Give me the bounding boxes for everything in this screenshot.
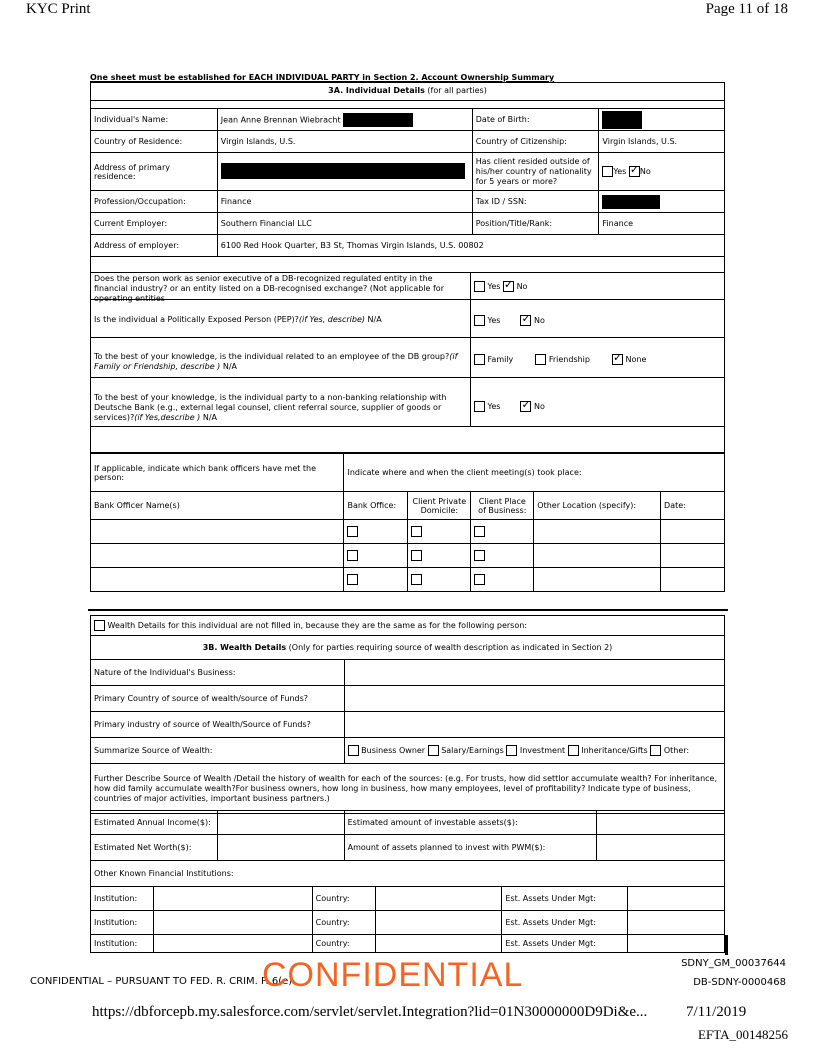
other-checkbox[interactable] — [650, 745, 661, 756]
aum-label: Est. Assets Under Mgt: — [502, 911, 628, 935]
summarize-label: Summarize Source of Wealth: — [91, 738, 345, 764]
col-other-location: Other Location (specify): — [534, 492, 661, 520]
institution-label: Institution: — [91, 887, 154, 911]
q-related-employee: To the best of your knowledge, is the individual related to an employee of the DB group?(if Family or Friendship, describe ) N/A — [94, 352, 458, 371]
individual-details-table — [90, 108, 725, 257]
aum-value[interactable] — [628, 887, 725, 911]
nature-label: Nature of the Individual's Business: — [91, 660, 345, 686]
institutions-table — [90, 886, 725, 953]
country-label: Country: — [312, 887, 375, 911]
resided-yes-checkbox[interactable] — [602, 166, 613, 177]
resided-question: Has client resided outside of his/her country of nationality for 5 years or more? — [472, 153, 599, 191]
residence-label: Country of Residence: — [91, 131, 218, 153]
income-label: Estimated Annual Income($): — [91, 811, 218, 835]
redaction — [343, 113, 413, 127]
address-label: Address of primary residence: — [91, 153, 218, 191]
networth-label: Estimated Net Worth($): — [91, 835, 218, 861]
industry-source-value[interactable] — [344, 712, 724, 738]
pep-no-checkbox[interactable] — [520, 315, 531, 326]
q-non-banking: To the best of your knowledge, is the individual party to a non-banking relationship with Deutsche Bank (e.g., external legal counsel, client referral source, supplier of goods or services)?(if Yes,describe ) N/A — [94, 393, 447, 422]
name-value: Jean Anne Brennan Wiebracht — [217, 109, 472, 131]
aum-label: Est. Assets Under Mgt: — [502, 935, 628, 953]
family-checkbox[interactable] — [474, 354, 485, 365]
planned-value[interactable] — [597, 835, 725, 861]
bates-number: SDNY_GM_00037644 — [681, 958, 786, 969]
print-date: 7/11/2019 — [686, 1004, 747, 1020]
position-label: Position/Title/Rank: — [472, 213, 599, 235]
dob-value — [599, 109, 725, 131]
country-value[interactable] — [375, 887, 502, 911]
name-label: Individual's Name: — [91, 109, 218, 131]
col-date: Date: — [661, 492, 725, 520]
friendship-checkbox[interactable] — [535, 354, 546, 365]
confidential-stamp: CONFIDENTIAL — [262, 956, 524, 994]
business-owner-checkbox[interactable] — [348, 745, 359, 756]
planned-label: Amount of assets planned to invest with PWM($): — [344, 835, 597, 861]
non-banking-yes-checkbox[interactable] — [474, 401, 485, 412]
pep-yes-checkbox[interactable] — [474, 315, 485, 326]
place-business-checkbox[interactable] — [474, 526, 485, 537]
institution-row — [91, 935, 725, 953]
country-value[interactable] — [375, 911, 502, 935]
institution-value[interactable] — [153, 887, 312, 911]
investable-value[interactable] — [597, 811, 725, 835]
employer-address-value: 6100 Red Hook Quarter, B3 St, Thomas Virgin Islands, U.S. 00802 — [217, 235, 724, 257]
institution-row — [91, 887, 725, 911]
page-number: Page 11 of 18 — [705, 1, 788, 17]
nature-value[interactable] — [344, 660, 724, 686]
citizenship-label: Country of Citizenship: — [472, 131, 599, 153]
aum-value[interactable] — [628, 935, 725, 953]
wealth-details-table — [90, 615, 725, 814]
bank-office-checkbox[interactable] — [347, 526, 358, 537]
employer-address-label: Address of employer: — [91, 235, 218, 257]
aum-value[interactable] — [628, 911, 725, 935]
senior-no-checkbox[interactable] — [503, 281, 514, 292]
intro-instruction: One sheet must be established for EACH INDIVIDUAL PARTY in Section 2. Account Ownership Summary — [90, 73, 555, 82]
profession-label: Profession/Occupation: — [91, 191, 218, 213]
taxid-value — [599, 191, 725, 213]
officers-question: If applicable, indicate which bank officers have met the person: — [91, 454, 344, 492]
col-private-domicile: Client Private Domicile: — [408, 492, 471, 520]
position-value: Finance — [599, 213, 725, 235]
taxid-label: Tax ID / SSN: — [472, 191, 599, 213]
source-url: https://dbforcepb.my.salesforce.com/servlet/servlet.Integration?lid=01N30000000D9Di&e... — [92, 1004, 648, 1020]
meeting-row — [91, 568, 725, 592]
employer-value: Southern Financial LLC — [217, 213, 472, 235]
confidential-notice: CONFIDENTIAL – PURSUANT TO FED. R. CRIM. P. 6(e) — [30, 976, 293, 987]
same-as-row: Wealth Details for this individual are not filled in, because they are the same as for the following person: — [91, 616, 725, 636]
q-pep: Is the individual a Politically Exposed Person (PEP)?(if Yes, describe) N/A — [94, 315, 382, 324]
income-table — [90, 810, 725, 887]
address-value — [217, 153, 472, 191]
country-value[interactable] — [375, 935, 502, 953]
further-describe: Further Describe Source of Wealth /Detail the history of wealth for each of the sources: (e.g. For trusts, how did settlor accumulate wealth? For inheritance, how did family accumulate wealth?For business owners, how long in business, how many employees, level of profitability? Indicate type of business, countries of major activities, important business partners.) — [91, 764, 725, 814]
private-domicile-checkbox[interactable] — [411, 526, 422, 537]
inheritance-checkbox[interactable] — [568, 745, 579, 756]
country-source-label: Primary Country of source of wealth/source of Funds? — [91, 686, 345, 712]
country-source-value[interactable] — [344, 686, 724, 712]
pep-answer: Yes✓ No — [474, 315, 545, 326]
bank-office-checkbox[interactable] — [347, 574, 358, 585]
same-as-checkbox[interactable] — [94, 620, 105, 631]
other-institutions-label: Other Known Financial Institutions: — [91, 861, 725, 887]
summarize-options: Business Owner Salary/Earnings Investment Inheritance/Gifts Other: — [344, 738, 724, 764]
networth-value[interactable] — [217, 835, 344, 861]
resided-no-checkbox[interactable] — [629, 166, 640, 177]
q-senior-executive: Does the person work as senior executive of a DB-recognized regulated entity in the financial industry? or an entity listed on a DB-recognised exchange? (Not applicable for operating entities — [94, 274, 444, 303]
dob-label: Date of Birth: — [472, 109, 599, 131]
employer-label: Current Employer: — [91, 213, 218, 235]
country-label: Country: — [312, 935, 375, 953]
meeting-row — [91, 544, 725, 568]
senior-yes-checkbox[interactable] — [474, 281, 485, 292]
salary-checkbox[interactable] — [428, 745, 439, 756]
industry-source-label: Primary industry of source of Wealth/Source of Funds? — [91, 712, 345, 738]
meeting-row — [91, 520, 725, 544]
investable-label: Estimated amount of investable assets($): — [344, 811, 597, 835]
redaction — [221, 163, 465, 179]
investment-checkbox[interactable] — [506, 745, 517, 756]
institution-label: Institution: — [91, 911, 154, 935]
profession-value: Finance — [217, 191, 472, 213]
institution-value[interactable] — [153, 911, 312, 935]
bank-office-checkbox[interactable] — [347, 550, 358, 561]
db-bates-number: DB-SDNY-0000468 — [693, 977, 786, 988]
private-domicile-checkbox[interactable] — [411, 550, 422, 561]
section-3b-title: 3B. Wealth Details (Only for parties requiring source of wealth description as indicated in Section 2) — [91, 636, 725, 660]
senior-answer: Yes ✓ No — [474, 281, 527, 292]
section-3a-title: 3A. Individual Details (for all parties) — [91, 83, 724, 101]
redaction — [602, 111, 642, 129]
col-officer: Bank Officer Name(s) — [91, 492, 344, 520]
income-value[interactable] — [217, 811, 344, 835]
citizenship-value: Virgin Islands, U.S. — [599, 131, 725, 153]
print-title: KYC Print — [26, 1, 91, 17]
col-bank-office: Bank Office: — [344, 492, 408, 520]
related-answer: Family Friendship✓ None — [474, 354, 646, 365]
non-banking-no-checkbox[interactable] — [520, 401, 531, 412]
place-business-checkbox[interactable] — [474, 550, 485, 561]
efta-number: EFTA_00148256 — [698, 1027, 788, 1042]
meeting-where-question: Indicate where and when the client meeting(s) took place: — [344, 454, 725, 492]
redaction — [602, 195, 660, 209]
resided-answer: Yes ✓ No — [599, 153, 725, 191]
place-business-checkbox[interactable] — [474, 574, 485, 585]
non-banking-answer: Yes✓ No — [474, 401, 545, 412]
aum-label: Est. Assets Under Mgt: — [502, 887, 628, 911]
institution-label: Institution: — [91, 935, 154, 953]
institution-row — [91, 911, 725, 935]
col-place-business: Client Place of Business: — [471, 492, 534, 520]
none-checkbox[interactable] — [612, 354, 623, 365]
private-domicile-checkbox[interactable] — [411, 574, 422, 585]
country-label: Country: — [312, 911, 375, 935]
residence-value: Virgin Islands, U.S. — [217, 131, 472, 153]
meeting-table — [90, 453, 725, 592]
institution-value[interactable] — [153, 935, 312, 953]
